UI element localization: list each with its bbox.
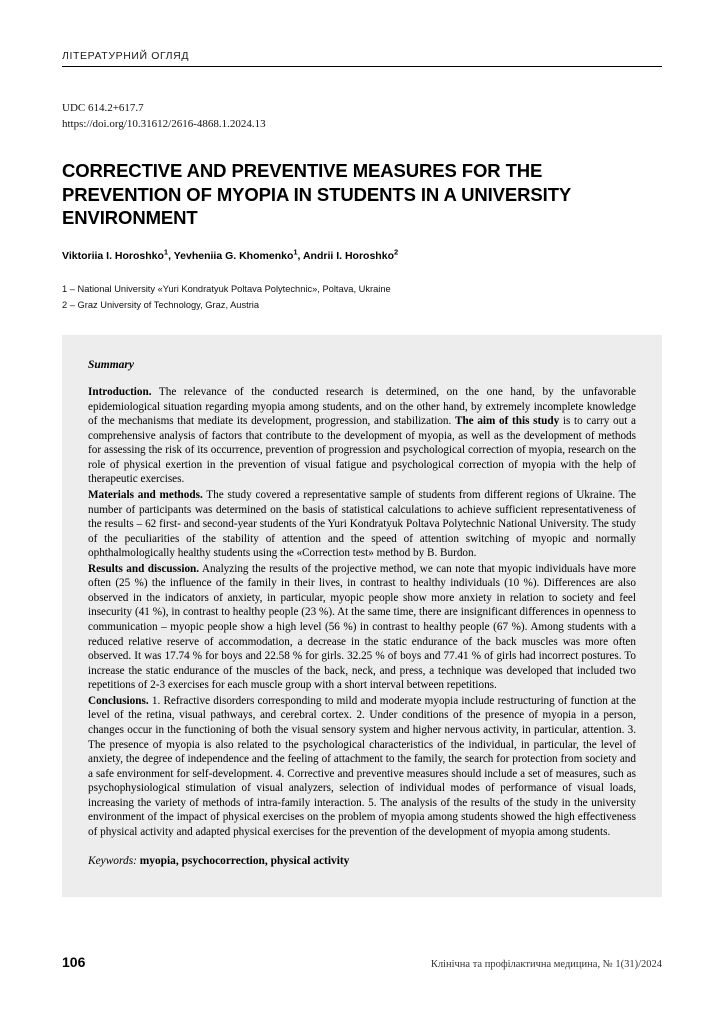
keywords [88, 855, 636, 867]
abstract-paragraph: Introduction. The relevance of the conducted research is determined, on the one hand, by the unfavorable epidemiological situation regarding myopia among students, and on the other hand, by extremely incomplete knowledge of the mechanisms that mediate its development, progression, and stabilization. The aim of this study is to carry out a comprehensive analysis of factors that contribute to the development of myopia, as well as the development of methods for assessing the risk of its occurrence, prevention of progression and psychological correction of myopia, research on the role of physical exertion in the prevention of visual fatigue and psychological correction of myopia with the help of therapeutic exercises. [88, 386, 636, 486]
affiliation-1: 1 – National University «Yuri Kondratyuk Poltava Polytechnic», Poltava, Ukraine [62, 284, 391, 295]
keywords-label: Keywords: [88, 855, 137, 868]
metadata-block [62, 101, 662, 133]
running-head: ЛІТЕРАТУРНИЙ ОГЛЯД [62, 50, 190, 62]
affiliations [62, 282, 662, 313]
page-footer [62, 954, 662, 970]
header-divider [62, 66, 662, 67]
journal-citation: Клінічна та профілактична медицина, № 1(31)/2024 [430, 959, 662, 970]
udc-code: UDC 614.2+617.7 [62, 102, 144, 114]
article-title: CORRECTIVE AND PREVENTIVE MEASURES FOR THE PREVENTION OF MYOPIA IN STUDENTS IN A UNIVERSITY ENVIRONMENT [62, 159, 571, 229]
abstract-paragraph: Results and discussion. Analyzing the results of the projective method, we can note that myopic individuals have more often (25 %) the influence of the family in their lives, in contrast to healthy individuals (10 %). Differences are also observed in the indicators of anxiety, in particular, myopic people show more anxiety in relation to society and feel insecurity (41 %), in contrast to healthy people (23 %). At the same time, there are insignificant differences in openness to communication – myopic people show a high level (56 %) in contrast to healthy people (67 %). Among students with a reduced relative reserve of accommodation, a decrease in the static endurance of the back muscles was more often observed. It was 17.74 % for boys and 22.58 % for girls. 32.25 % of boys and 77.41 % of girls had incorrect postures. To increase the static endurance of the muscles of the back, neck, and press, a technique was developed that included two repetitions of 2-3 exercises for each muscle group with a short interval between repetitions. [88, 562, 636, 692]
affiliation-2: 2 – Graz University of Technology, Graz, Austria [62, 299, 260, 310]
page-number: 106 [62, 954, 86, 970]
keywords-text: myopia, psychocorrection, physical activity [139, 855, 350, 868]
summary-label: Summary [88, 359, 135, 372]
author-list [62, 248, 662, 263]
abstract-paragraph: Materials and methods. The study covered a representative sample of students from different regions of Ukraine. The number of participants was determined on the basis of statistical calculations to achieve sufficient representativeness of the results – 62 first- and second-year students of the Yuri Kondratyuk Poltava Polytechnic National University. The study of the peculiarities of the stability of attention and the speed of attention switching of myopic and normally ophthalmologically healthy students using the «Correction test» method by B. Burdon. [88, 488, 636, 560]
doi-link[interactable]: https://doi.org/10.31612/2616-4868.1.2024.13 [62, 117, 266, 130]
abstract-paragraph: Conclusions. 1. Refractive disorders corresponding to mild and moderate myopia include restructuring of function at the level of the retina, visual pathways, and cerebral cortex. 2. Under conditions of the presence of myopia in a person, changes occur in the functioning of both the visual sensory system and higher nervous activity, in particular, attention. 3. The presence of myopia is also related to the psychological characteristics of the individual, in particular, the level of anxiety, the degree of independence and the feeling of attachment to the family, the search for protection from society and a safe environment for self-development. 4. Corrective and preventive measures should include a set of measures, such as psychophysiological stimulation of visual analyzers, selection of individual modes of performance of visual loads, increasing the variety of methods of intra-family interaction. 5. The analysis of the results of the study in the university environment of the impact of physical exercises on the problem of myopia among students showed the high effectiveness of physical activity and adapted physical exercises for the prevention of the development of myopia among students. [88, 694, 636, 838]
authors-text: Viktoriia I. Horoshko$^1$, Yevheniia G. Khomenko$^1$, Andrii I. Horoshko$^2$ [62, 247, 399, 263]
abstract-panel [62, 335, 662, 897]
